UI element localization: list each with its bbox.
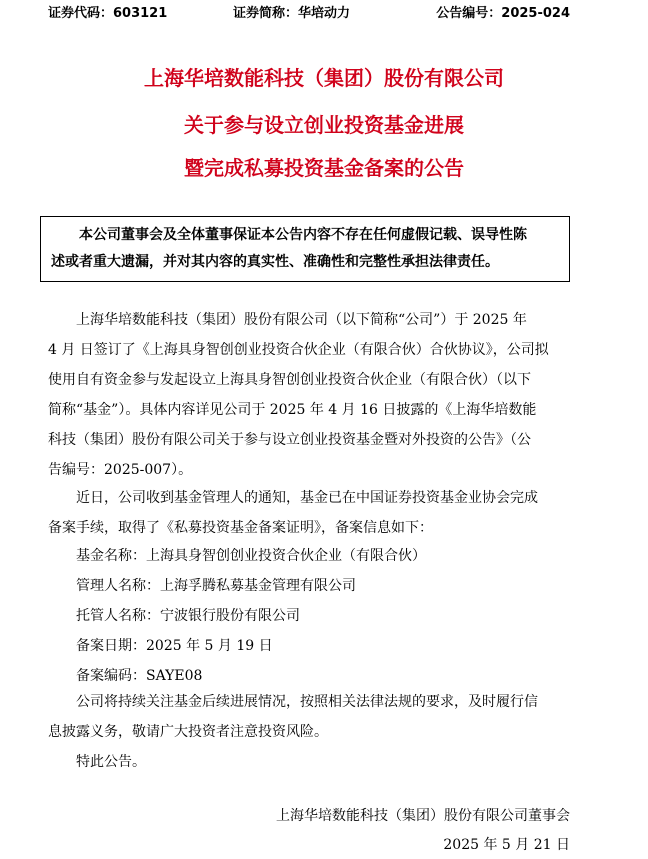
- paragraph-risk-notice: [48, 687, 570, 777]
- signature-company: 上海华培数能科技（集团）股份有限公司董事会: [276, 808, 570, 824]
- announcement-number: 公告编号：2025-024: [436, 6, 570, 21]
- manager-name: 管理人名称：上海孚腾私募基金管理有限公司: [76, 578, 356, 594]
- paragraph-filing-notice: [48, 483, 570, 543]
- title-line-3: 暨完成私募投资基金备案的公告: [184, 156, 464, 180]
- document-header: [48, 2, 570, 22]
- para3-line: 息披露义务，敬请广大投资者注意投资风险。: [48, 724, 328, 740]
- para3-line: 公司将持续关注基金后续进展情况，按照相关法律法规的要求，及时履行信: [76, 694, 538, 710]
- stock-abbreviation: 证券简称：华培动力: [233, 6, 351, 21]
- para1-line: 简称“基金”）。具体内容详见公司于 2025 年 4 月 16 日披露的《上海华培数能: [48, 402, 537, 418]
- record-code: 备案编码：SAYE08: [76, 668, 203, 684]
- statement-line-2: 述或者重大遗漏，并对其内容的真实性、准确性和完整性承担法律责任。: [51, 254, 499, 270]
- closing-text: 特此公告。: [76, 754, 146, 770]
- filing-info-list: [48, 541, 570, 691]
- title-line-2: 关于参与设立创业投资基金进展: [184, 113, 464, 137]
- signature-date: 2025 年 5 月 21 日: [443, 837, 570, 853]
- fund-name: 基金名称：上海具身智创创业投资合伙企业（有限合伙）: [76, 548, 426, 564]
- record-date: 备案日期：2025 年 5 月 19 日: [76, 638, 273, 654]
- stock-code: 证券代码：603121: [48, 6, 168, 21]
- statement-line-1: 本公司董事会及全体董事保证本公告内容不存在任何虚假记载、误导性陈: [79, 227, 527, 243]
- para1-line: 告编号：2025-007）。: [48, 462, 193, 478]
- para2-line: 备案手续，取得了《私募投资基金备案证明》，备案信息如下：: [48, 520, 433, 536]
- custodian-name: 托管人名称：宁波银行股份有限公司: [76, 608, 300, 624]
- paragraph-background: [48, 305, 570, 485]
- para1-line: 科技（集团）股份有限公司关于参与设立创业投资基金暨对外投资的公告》（公: [48, 432, 531, 448]
- para1-line: 使用自有资金参与发起设立上海具身智创创业投资合伙企业（有限合伙）（以下: [48, 372, 531, 388]
- title-line-1: 上海华培数能科技（集团）股份有限公司: [144, 66, 504, 90]
- para2-line: 近日，公司收到基金管理人的通知，基金已在中国证券投资基金业协会完成: [76, 490, 538, 506]
- para1-line: 上海华培数能科技（集团）股份有限公司（以下简称“公司”）于 2025 年: [76, 312, 527, 328]
- board-statement-box: [40, 216, 570, 282]
- para1-line: 4 月 日签订了《上海具身智创创业投资合伙企业（有限合伙）合伙协议》，公司拟: [48, 342, 549, 358]
